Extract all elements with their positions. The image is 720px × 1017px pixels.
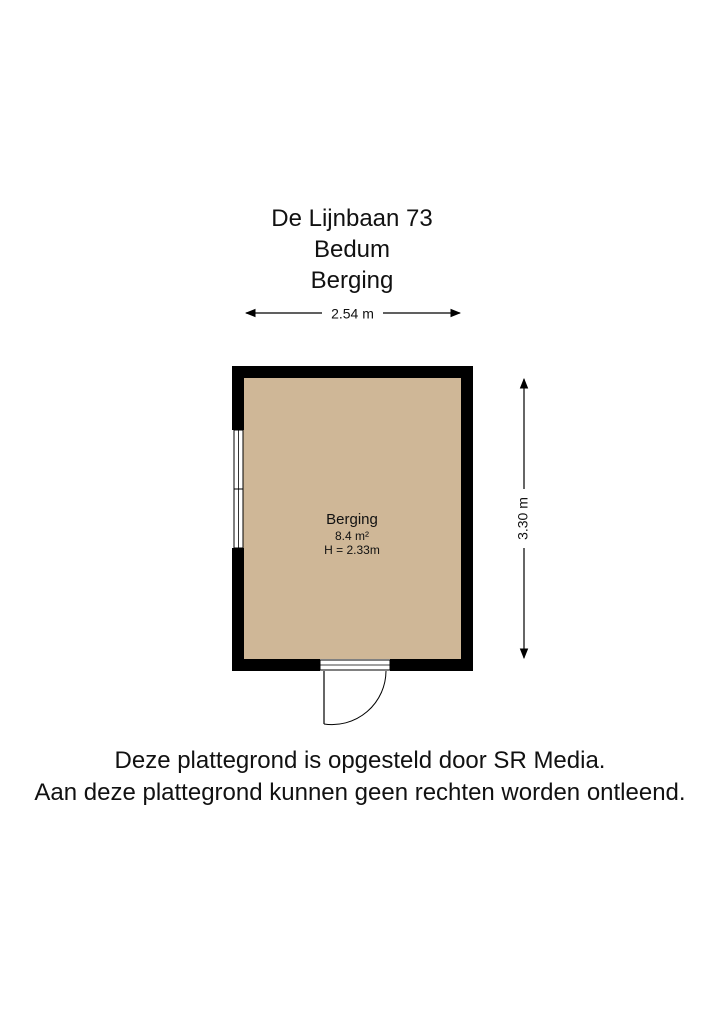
room-area-label: 8.4 m²: [334, 529, 370, 543]
disclaimer-line-1: Deze plattegrond is opgesteld door SR Media.: [114, 747, 606, 774]
wall-left-lower: [232, 548, 244, 671]
door-bottom: [320, 660, 390, 725]
window-left: [234, 430, 243, 548]
height-dimension-label: 3.30 m: [514, 497, 531, 540]
wall-left-upper: [232, 366, 244, 430]
width-dimension-label: 2.54 m: [331, 305, 374, 322]
city-title: Bedum: [313, 236, 391, 263]
door-swing-arc: [324, 671, 386, 725]
disclaimer: [0, 745, 720, 809]
wall-top: [232, 366, 472, 378]
room-name-label: Berging: [326, 511, 378, 528]
disclaimer-line-2: Aan deze plattegrond kunnen geen rechten worden ontleend.: [34, 779, 686, 806]
width-dimension: [246, 306, 460, 322]
wall-bottom-right: [390, 659, 473, 671]
space-title: Berging: [310, 267, 394, 294]
wall-bottom-left: [232, 659, 320, 671]
wall-right: [461, 366, 473, 671]
address-title: De Lijnbaan 73: [271, 205, 433, 232]
height-dimension: [515, 379, 531, 658]
room-height-label: H = 2.33m: [324, 543, 380, 557]
